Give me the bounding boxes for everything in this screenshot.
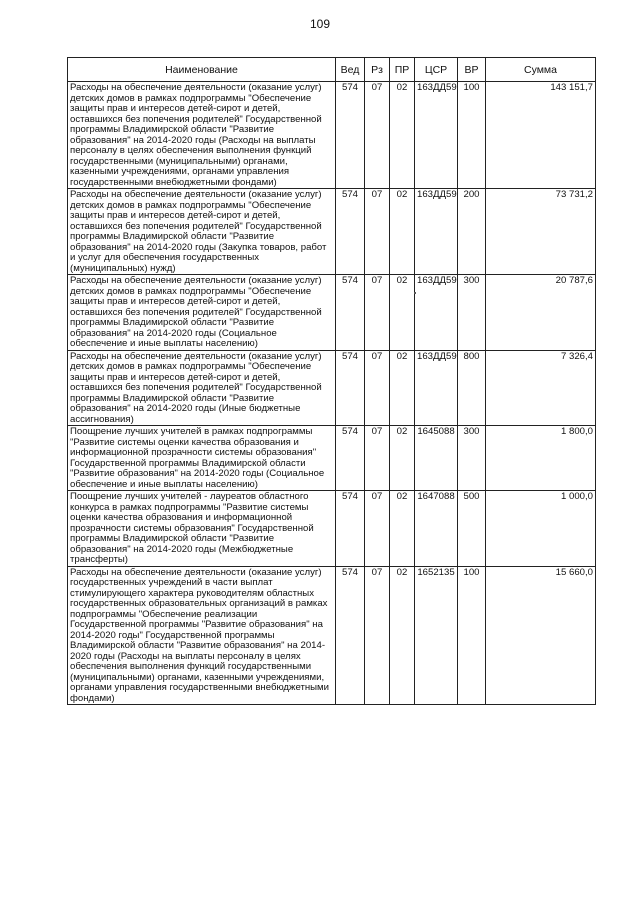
row-vr: 300: [458, 426, 486, 491]
row-csr: 1645088: [415, 426, 458, 491]
row-name: Поощрение лучших учителей - лауреатов областного конкурса в рамках подпрограммы "Развитие системы оценки качества образования и информационной прозрачности системы образования" Государственной программы Владимирской области "Развитие образования" на 2014-2020 годы (Межбюджетные трансферты): [68, 491, 336, 567]
row-vr: 100: [458, 82, 486, 189]
row-name: Поощрение лучших учителей в рамках подпрограммы "Развитие системы оценки качества образования и информационной прозрачности системы образования" Государственной программы Владимирской области "Развитие образования" на 2014-2020 годы (Социальное обеспечение и иные выплаты населению): [68, 426, 336, 491]
table-row: [68, 426, 596, 491]
row-csr: 163ДД59: [415, 189, 458, 275]
row-sum: 73 731,2: [486, 189, 596, 275]
row-rz: 07: [365, 426, 390, 491]
row-sum: 7 326,4: [486, 350, 596, 426]
row-name: Расходы на обеспечение деятельности (оказание услуг) детских домов в рамках подпрограммы "Обеспечение защиты прав и интересов детей-сирот и детей, оставшихся без попечения родителей" Государственной программы Владимирской области "Развитие образования" на 2014-2020 годы (Иные бюджетные ассигнования): [68, 350, 336, 426]
row-sum: 20 787,6: [486, 275, 596, 351]
table-row: [68, 82, 596, 189]
row-rz: 07: [365, 491, 390, 567]
header-name: Наименование: [68, 58, 336, 82]
row-csr: 163ДД59: [415, 350, 458, 426]
row-sum: 15 660,0: [486, 566, 596, 705]
row-sum: 1 000,0: [486, 491, 596, 567]
table-row: [68, 350, 596, 426]
row-rz: 07: [365, 350, 390, 426]
row-sum: 1 800,0: [486, 426, 596, 491]
row-sum: 143 151,7: [486, 82, 596, 189]
table-header-row: [68, 58, 596, 82]
row-name: Расходы на обеспечение деятельности (оказание услуг) детских домов в рамках подпрограммы "Обеспечение защиты прав и интересов детей-сирот и детей, оставшихся без попечения родителей" Государственной программы Владимирской области "Развитие образования" на 2014-2020 годы (Закупка товаров, работ и услуг для обеспечения государственных (муниципальных) нужд): [68, 189, 336, 275]
budget-table: [67, 57, 596, 705]
header-rz: Рз: [365, 58, 390, 82]
row-pr: 02: [390, 189, 415, 275]
row-vr: 500: [458, 491, 486, 567]
row-name: Расходы на обеспечение деятельности (оказание услуг) детских домов в рамках подпрограммы "Обеспечение защиты прав и интересов детей-сирот и детей, оставшихся без попечения родителей" Государственной программы Владимирской области "Развитие образования" на 2014-2020 годы (Социальное обеспечение и иные выплаты населению): [68, 275, 336, 351]
row-pr: 02: [390, 491, 415, 567]
row-pr: 02: [390, 82, 415, 189]
row-csr: 163ДД59: [415, 275, 458, 351]
row-pr: 02: [390, 426, 415, 491]
row-vr: 100: [458, 566, 486, 705]
scan-speck: [414, 292, 416, 294]
header-csr: ЦСР: [415, 58, 458, 82]
row-ved: 574: [336, 82, 365, 189]
header-sum: Сумма: [486, 58, 596, 82]
row-rz: 07: [365, 566, 390, 705]
row-pr: 02: [390, 275, 415, 351]
row-name: Расходы на обеспечение деятельности (оказание услуг) детских домов в рамках подпрограммы "Обеспечение защиты прав и интересов детей-сирот и детей, оставшихся без попечения родителей" Государственной программы Владимирской области "Развитие образования" на 2014-2020 годы (Расходы на выплаты персоналу в целях обеспечения выполнения функций государственными (муниципальными) органами, казенными учреждениями, органами управления государственными внебюджетными фондами): [68, 82, 336, 189]
row-rz: 07: [365, 189, 390, 275]
page-number: 109: [309, 17, 331, 31]
row-pr: 02: [390, 566, 415, 705]
header-ved: Вед: [336, 58, 365, 82]
row-pr: 02: [390, 350, 415, 426]
row-vr: 300: [458, 275, 486, 351]
row-csr: 1647088: [415, 491, 458, 567]
table-row: [68, 566, 596, 705]
header-vr: ВР: [458, 58, 486, 82]
row-ved: 574: [336, 491, 365, 567]
table-row: [68, 189, 596, 275]
row-csr: 1652135: [415, 566, 458, 705]
row-ved: 574: [336, 275, 365, 351]
header-pr: ПР: [390, 58, 415, 82]
row-rz: 07: [365, 275, 390, 351]
table-row: [68, 491, 596, 567]
row-vr: 200: [458, 189, 486, 275]
row-ved: 574: [336, 426, 365, 491]
row-rz: 07: [365, 82, 390, 189]
row-vr: 800: [458, 350, 486, 426]
row-ved: 574: [336, 566, 365, 705]
row-name: Расходы на обеспечение деятельности (оказание услуг) государственных учреждений в части выплат стимулирующего характера руководителям областных государственных образовательных организаций в рамках подпрограммы "Обеспечение реализации Государственной программы "Развитие образования" на 2014-2020 годы" Государственной программы Владимирской области "Развитие образования" на 2014-2020 годы (Расходы на выплаты персоналу в целях обеспечения выполнения функций государственными (муниципальными) органами, казенными учреждениями, органами управления государственными внебюджетными фондами): [68, 566, 336, 705]
table-row: [68, 275, 596, 351]
row-csr: 163ДД59: [415, 82, 458, 189]
row-ved: 574: [336, 189, 365, 275]
row-ved: 574: [336, 350, 365, 426]
